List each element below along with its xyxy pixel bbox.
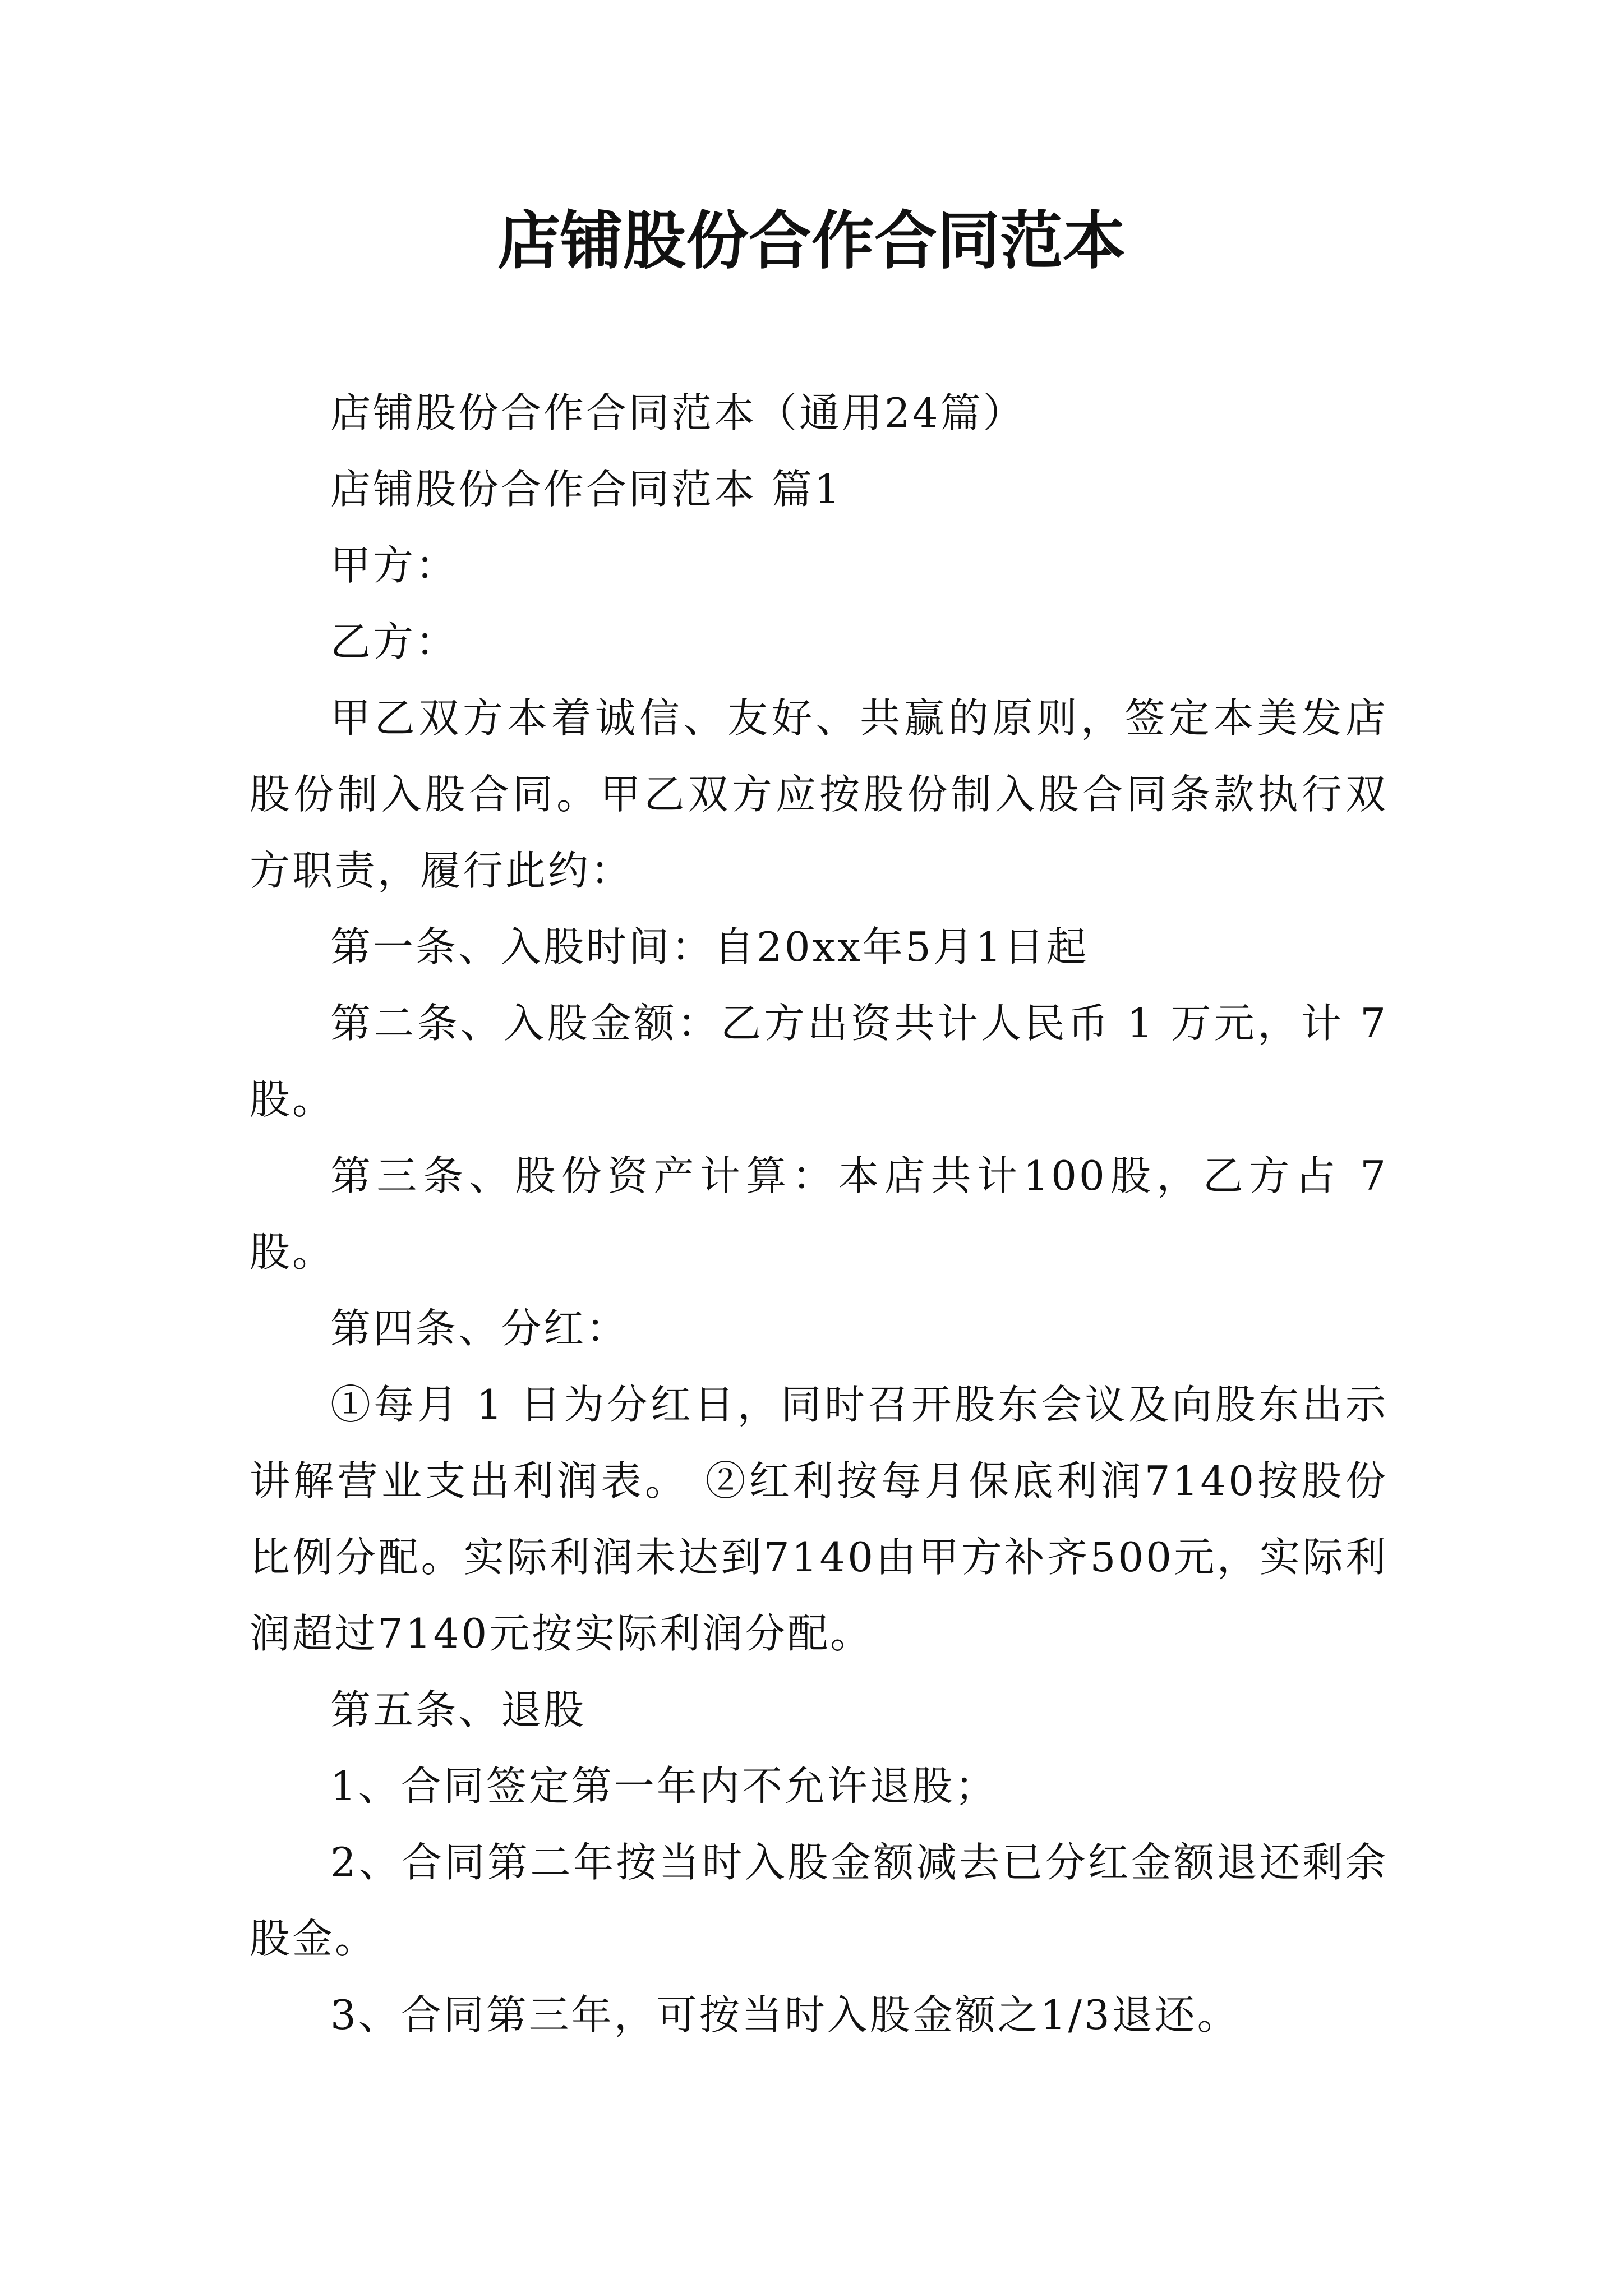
paragraph-section-heading: 店铺股份合作合同范本 篇1: [330, 466, 842, 513]
paragraph-withdraw-2: 2、合同第二年按当时入股金额减去已分红金额退还剩余股金。: [250, 1839, 1388, 1962]
paragraph-party-b: 乙方：: [330, 618, 459, 665]
paragraph-dividend-terms: ①每月 1 日为分红日，同时召开股东会议及向股东出示讲解营业支出利润表。 ②红利按每月保底利润7140按股份比例分配。实际利润未达到7140由甲方补齐500元，实际利润超过7140元按实际利润分配。: [250, 1381, 1388, 1657]
paragraph-article-1: 第一条、入股时间：自20xx年5月1日起: [330, 923, 1089, 970]
paragraph-subtitle: 店铺股份合作合同范本（通用24篇）: [330, 389, 1026, 436]
paragraph-party-a: 甲方：: [330, 542, 459, 589]
paragraph-article-2: 第二条、入股金额：乙方出资共计人民币 1 万元，计 7 股。: [250, 1000, 1388, 1123]
paragraph-article-3: 第三条、股份资产计算：本店共计100股，乙方占 7 股。: [250, 1152, 1388, 1276]
document-title: 店铺股份合作合同范本: [497, 204, 1126, 278]
paragraph-preamble: 甲乙双方本着诚信、友好、共赢的原则，签定本美发店股份制入股合同。甲乙双方应按股份制入股合同条款执行双方职责，履行此约：: [250, 694, 1388, 894]
paragraph-article-5: 第五条、退股: [330, 1686, 587, 1733]
paragraph-article-4: 第四条、分红：: [330, 1305, 629, 1352]
document-body: [250, 375, 1388, 2053]
paragraph-withdraw-1: 1、合同签定第一年内不允许退股；: [330, 1763, 998, 1810]
paragraph-withdraw-3: 3、合同第三年，可按当时入股金额之1/3退还。: [330, 1991, 1240, 2039]
